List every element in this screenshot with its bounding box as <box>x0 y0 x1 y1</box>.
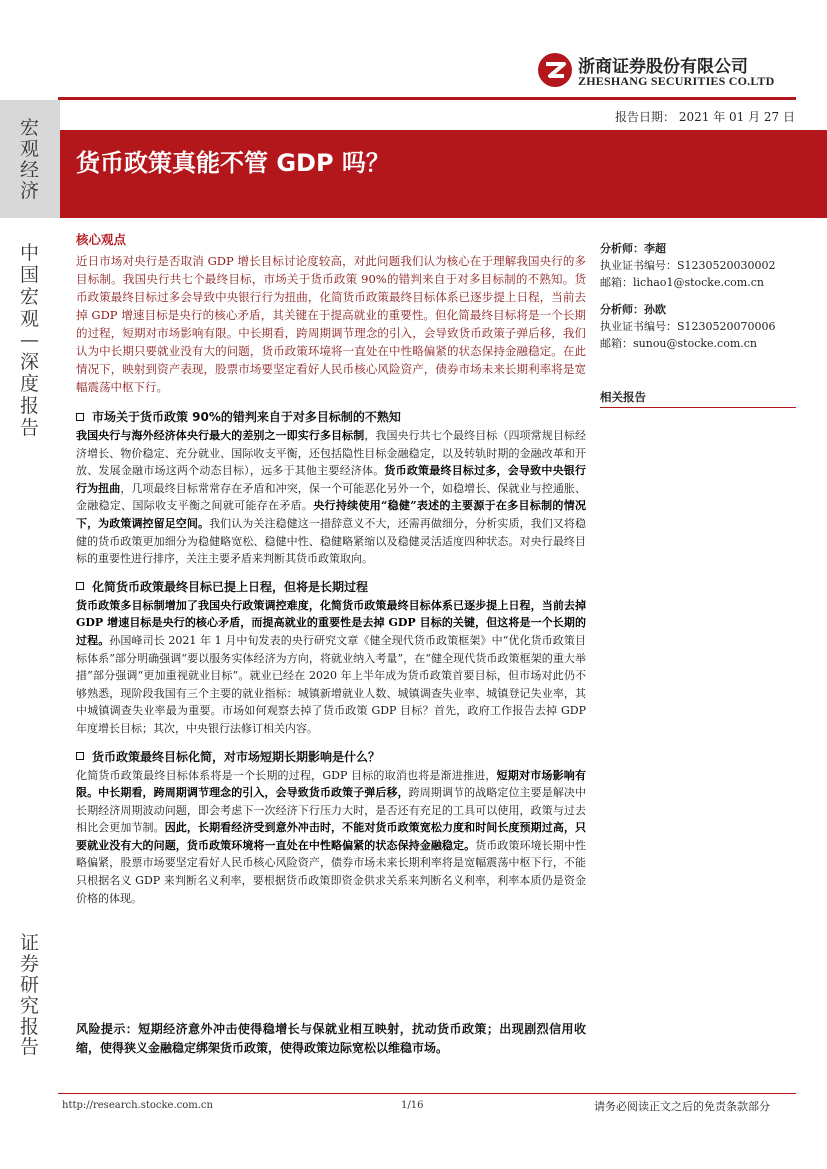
core-view-summary: 近日市场对央行是否取消 GDP 增长目标讨论度较高，对此问题我们认为核心在于理解我国央行的多目标制。我国央行共七个最终目标，市场关于货币政策 90%的错判来自于对多目标制的不熟知。货币政策最终目标过多会导致中央银行行为扭曲，化简货币政策最终目标体系已逐步提上日程，当前去掉 GDP 增速目标是央行的核心矛盾，其关键在于提高就业的重要性。但化简最终目标将是一个长期的过程，短期对市场影响有限。中长期看，跨周期调节理念的引入，会导致货币政策子弹后移，我们认为中长期只要就业没有大的问题，货币政策环境将一直处在中性略偏紧的状态保持金融稳定。在此情况下，映射到资产表现，股票市场要坚定看好人民币核心风险资产，债券市场未来长期利率将是宽幅震荡中枢下行。 <box>76 254 586 394</box>
section-1 <box>76 408 586 568</box>
core-view-heading: 核心观点 <box>76 232 127 247</box>
analyst-name: 分析师：孙欧 <box>600 303 666 316</box>
risk-warning: 风险提示：短期经济意外冲击使得稳增长与保就业相互映射，扰动货币政策；出现剧烈信用收缩，使得狭义金融稳定绑架货币政策，使得政策边际宽松以维稳市场。 <box>76 1022 586 1055</box>
body-text: 跨周期调节的战略定位主要是解决中长期经济周期波动问题，即会考虑下一次经济下行压力大时，是否还有充足的工具可以使用，政策与过去相比会更加节制。 <box>76 786 587 835</box>
vertical-label-char: 告 <box>20 1036 40 1059</box>
vertical-label-char: 度 <box>20 373 40 396</box>
vertical-label-char: 经 <box>20 158 40 181</box>
emphasis-text: 我国央行与海外经济体央行最大的差别之一即实行多目标制 <box>76 429 365 442</box>
body-text: 我们认为关注稳健这一措辞意义不大，还需再做细分，分析实质，我们又将稳健的货币政策更加细分为稳健略宽松、稳健中性、稳健略紧缩以及稳健灵活适度四种状态。对央行最终目标的重要性进行排序，关注主要矛盾来判断其货币政策取向。 <box>76 516 587 566</box>
analyst-name: 分析师：李超 <box>600 242 666 255</box>
category-label <box>20 118 39 202</box>
analyst-license: 执业证书编号：S1230520070006 <box>600 320 776 333</box>
related-reports-heading: 相关报告 <box>600 390 646 404</box>
series-label <box>20 243 39 440</box>
section-3 <box>76 748 586 908</box>
section-2 <box>76 578 586 738</box>
page-title: 货币政策真能不管 GDP 吗？ <box>76 149 390 177</box>
emphasis-text: 货币政策多目标制增加了我国央行政策调控难度，化简货币政策最终目标体系已逐步提上日程，当前去掉 GDP 增速目标是央行的核心矛盾，而提高就业的重要性是去掉 GDP 目标的关键，但这将是一个长期的过程。 <box>76 598 586 647</box>
body-text: 化简货币政策最终目标体系将是一个长期的过程，GDP 目标的取消也将是渐进推进， <box>76 768 497 782</box>
section-body <box>76 597 586 738</box>
vertical-label-char: 观 <box>20 307 40 330</box>
emphasis-text: 短期对市场影响有限。中长期看，跨周期调节理念的引入，会导致货币政策子弹后移， <box>76 768 586 800</box>
report-type-label <box>20 933 39 1058</box>
section-body <box>76 427 586 568</box>
analyst-email[interactable]: 邮箱：sunou@stocke.com.cn <box>600 337 757 350</box>
emphasis-text: 因此，长期看经济受到意外冲击时，不能对货币政策宽松力度和时间长度预期过高，只要就业没有大的问题，货币政策环境将一直处在中性略偏紧的状态保持金融稳定。 <box>76 821 587 852</box>
company-logo-icon <box>537 52 573 88</box>
header-divider <box>58 97 796 100</box>
vertical-label-char: 研 <box>20 973 40 996</box>
vertical-label-char: 究 <box>20 994 40 1017</box>
main-content <box>76 230 586 917</box>
body-text: ，几项最终目标常常存在矛盾和冲突，保一个可能恶化另外一个，如稳增长、保就业与控通胀、金融稳定、国际收支平衡之间就可能存在矛盾。 <box>76 481 587 513</box>
page-number: 1/16 <box>401 1100 424 1111</box>
checkbox-square-icon <box>76 752 84 760</box>
analyst-email[interactable]: 邮箱：lichao1@stocke.com.cn <box>600 276 764 289</box>
body-text: 货币政策环境长期中性略偏紧，股票市场要坚定看好人民币核心风险资产，债券市场未来长期利率将是宽幅震荡中枢下行，不能只根据名义 GDP 来判断名义利率，要根据货币政策即资金供求关系来判断名义利率，利率本质仍是资金价格的体现。 <box>76 838 587 905</box>
analyst-panel <box>600 240 800 362</box>
section-body <box>76 767 586 908</box>
vertical-label-char: 中 <box>20 242 40 264</box>
vertical-label-char: 观 <box>20 137 40 160</box>
vertical-label-char: 告 <box>20 416 40 439</box>
vertical-label-char: 深 <box>20 351 40 374</box>
emphasis-text: 货币政策最终目标过多，会导致中央银行行为扭曲 <box>76 464 587 495</box>
section-title: 市场关于货币政策 90%的错判来自于对多目标制的不熟知 <box>76 408 586 425</box>
company-name-cn: 浙商证券股份有限公司 <box>578 57 748 77</box>
vertical-label-char: 证 <box>20 932 40 954</box>
vertical-label-char: 报 <box>20 1015 40 1038</box>
vertical-label-char: 报 <box>20 394 40 417</box>
company-name-en: ZHESHANG SECURITIES CO.LTD <box>578 74 775 88</box>
analyst-2 <box>600 301 800 352</box>
footer-divider <box>58 1093 796 1094</box>
vertical-label-char: 国 <box>20 263 40 286</box>
analyst-license: 执业证书编号：S1230520030002 <box>600 259 776 272</box>
related-reports-divider <box>600 407 796 408</box>
checkbox-square-icon <box>76 413 84 421</box>
footer-url-link[interactable]: http://research.stocke.com.cn <box>62 1100 213 1111</box>
vertical-label-char: 券 <box>20 952 40 975</box>
checkbox-square-icon <box>76 582 84 590</box>
vertical-label-char: 宏 <box>20 285 40 308</box>
section-title: 化简货币政策最终目标已提上日程，但将是长期过程 <box>76 578 586 595</box>
body-text: ，我国央行共七个最终目标（四项常规目标经济增长、物价稳定、充分就业、国际收支平衡，还包括隐性目标金融稳定，以及转轨时期的金融改革和开放、发展金融市场这两个动态目标），远多于其他主要经济体。 <box>76 429 587 478</box>
vertical-label-char: 宏 <box>20 117 40 139</box>
report-date: 报告日期： 2021 年 01 月 27 日 <box>615 110 795 124</box>
emphasis-text: 央行持续使用“稳健”表述的主要源于在多目标制的情况下，为政策调控留足空间。 <box>76 499 587 530</box>
footer-disclaimer: 请务必阅读正文之后的免责条款部分 <box>594 1100 770 1113</box>
vertical-label-char: 济 <box>20 179 40 202</box>
vertical-label-char: — <box>20 329 39 352</box>
body-text: 孙国峰司长 2021 年 1 月中旬发表的央行研究文章《健全现代货币政策框架》中“优化货币政策目标体系”部分明确强调“要以服务实体经济为方向，将就业纳入考量”，在“健全现代货币政策框架的重大举措”部分强调“更加重视就业目标”。就业已经在 2020 年上半年成为货币政策首要目标，但市场对此仍不够熟悉，现阶段我国有三个主要的就业指标：城镇新增就业人数、城镇调查失业率、城镇登记失业率，其中城镇调查失业率最为重要。市场如何观察去掉了货币政策 GDP 目标？首先，政府工作报告去掉 GDP 年度增长目标；其次，中央银行法修订相关内容。 <box>76 633 586 735</box>
analyst-1 <box>600 240 800 291</box>
section-title: 货币政策最终目标化简，对市场短期长期影响是什么？ <box>76 748 586 765</box>
